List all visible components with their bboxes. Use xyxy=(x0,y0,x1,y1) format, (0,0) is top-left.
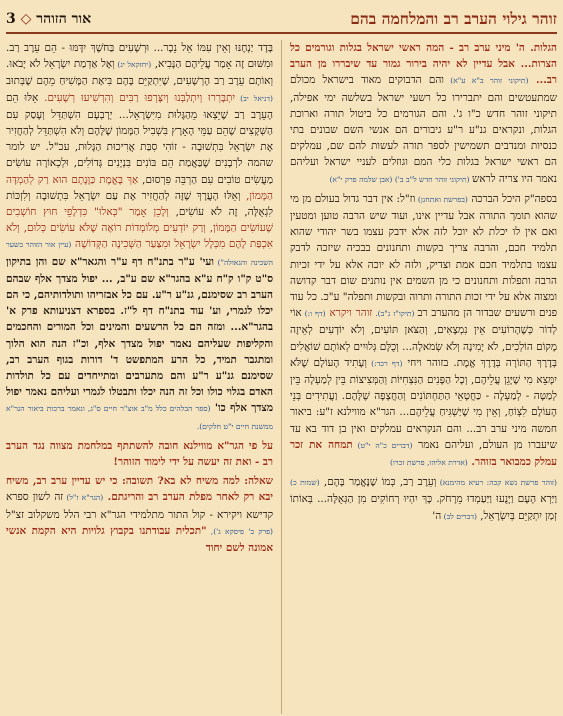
right-column xyxy=(290,40,557,714)
column-divider xyxy=(281,40,282,714)
text-segment: וְרַק יוֹדְעִים מְלוֹמְדוֹת רוֹאֶה שֶׁלֹּא עוֹשִׂים כְּלוּם, וְלֹא אִכְפַּת לָהֶם מִכְּלָל יִשְׂרָאֵל וּמִצַּעַר הַשְּׁכִינָה הַקְּדוֹשָׁה xyxy=(6,222,274,251)
left-column xyxy=(6,40,273,714)
text-columns xyxy=(6,40,557,714)
paragraph xyxy=(6,40,273,435)
paragraph xyxy=(290,40,557,188)
paragraph xyxy=(290,474,557,525)
source-reference: (אבן שלמה פרק י"א) xyxy=(329,174,393,184)
text-segment: תמחה את זכר עמלק כמבואר בזוהר. xyxy=(290,438,557,469)
source-reference: (יחזקאל יג) xyxy=(114,60,152,70)
text-segment: יִתְבָּרְרוּ וְיִתְלַבְּנוּ וְיִצָּרְפוּ רַבִּים וְהִרְשִׁיעוּ רְשָׁעִים. xyxy=(38,91,236,104)
text-segment: ה' xyxy=(432,509,442,522)
text-segment: יש לומר שהמה לֹרְבָנִים שֶׁבַּאֲמַת הֵם בּוֹנִים בִּנְיָנִים גְּדוֹלִים, וּלְכְאוֹרָה עוֹשִׂים מַעֲשִׂים טוֹבִים עִם הַרְבֵּה פִּרְסוּם, xyxy=(6,141,274,186)
paragraph xyxy=(290,191,557,471)
source-reference: (דף רכד:) xyxy=(366,358,403,368)
source-reference: (דברים לב) xyxy=(441,511,477,521)
source-reference: (פרק ב' פיסקא ג'), xyxy=(206,526,274,536)
text-segment: וְאֵלּוּ הָעֲרָךְ שֶׁזֶּה לְהַחֲזִיר אֶת עַם יִשְׂרָאֵל בִּתְשׁוּבָה וְלִזְכּוֹת לִגְאֻלָּה, זֶה לֹא עוֹשִׂים, xyxy=(6,189,274,219)
text-segment: אַךְ בֶּאֱמֶת כַּוָּנָתָם הוּא רַק לְהַמְדָּה הַמָּמוֹן, xyxy=(6,173,273,202)
text-segment: הגלות. ה' מיני ערב רב - המה ראשי ישראל בגלות וגורמים כל הצרות... אבל עדיין לא יהיה בירור גמור עד שיבררו מן הערב רב... xyxy=(290,42,557,87)
text-segment: בָּדָד יַנְחֶנּוּ וְאֵין עִמּוֹ אֵל נֵכָר... וּרְשָׁעִים בַּחֹשֶׁךְ יִדָּמּוּ - הֵם עֵרֶב רַב. וּמִשּׁוּם זֶה אָמַר עֲלֵיהֶם הַנָּבִיא, xyxy=(6,42,274,71)
text-segment: אוֹי לְדוֹר כְּשֶׁהָרוֹעִים אֵין נִמְצָאִים, וְהַצֹּאן תּוֹעִים, וְלֹא יוֹדְעִים לְאֵיזֶה מָקוֹם הוֹלְכִים, לֹא יָמִינָה וְלֹא שְׂמֹאלָה... וְכֻלָּם גְּלוּיִים לְאוֹתָם שׁוֹאֲלִים בְּדֶרֶךְ הַתּוֹרָה בְּדֶרֶךְ אֱמֶת. בזוהר ויחי xyxy=(290,307,557,369)
page-header xyxy=(6,6,557,34)
source-reference: (תיקוני זוהר ב"א ע"א) xyxy=(443,76,529,86)
text-segment: וְעָתִיד הָעוֹלָם שֶׁלֹּא יִמָּצֵא מִי שֶׁיָּגֵן עֲלֵיהֶם, וְכָל הַפָּנִים הַנִּצְחִיּוֹת וְהַמְּצִיצוֹת בֵּין לְמַעְלָה בֵּין לְמַטָּה - לְמַעְלָה - כַּחֲטָאֵי הַתַּחְתּוֹנִים וְהַחֲצָפָה שֶׁלָּהֶם. וַעֲתִידִים בְּנֵי הָעוֹלָם לִצְוֹחַ, וְאֵין מִי שֶׁיַּשְׁגִּיחַ עֲלֵיהֶם... הגר"א מווילנא ז"ע: ביאור חמשה מיני ערב רב... והם הנקראים עמלקים ואין בן דוד בא עד שיעברו מן העולם, ועליהם נאמר xyxy=(290,356,557,451)
source-reference: (עיין אור הזוהר בשער השכינה והגאולה") xyxy=(6,240,274,267)
source-reference: (בפרשת ואתחנן) xyxy=(415,194,468,204)
diamond-icon: ◇ xyxy=(20,10,32,27)
source-reference: (תיקוני זוהר חדש ל"ב ב') xyxy=(392,174,473,184)
text-segment: וְלָכֵן אָמַר "כְּאלוּ" כִּדְלָפֵי חוּץ חוֹשְׁבִים שֶׁעוֹשִׂים הַמָּמוֹן, xyxy=(6,206,273,235)
source-reference: (דברים כ"ה י"ט) xyxy=(352,440,413,450)
page-title: זוהר גילוי הערב רב והמלחמה בהם xyxy=(350,9,557,28)
source-reference: (דף ו:) xyxy=(301,309,326,319)
paragraph xyxy=(6,473,273,556)
source-reference: (תיקו"ז נ"ב). xyxy=(372,309,418,319)
source-reference: (דניאל יב) xyxy=(235,93,273,103)
text-segment: אֵלּוּ הֵם הָעֵרֶב רַב שֶׁיֵּצְאוּ מֵהַגָּלוּת מִיִּשְׂרָאֵל... יְרָבְעָם הִשְׁתַּדֵּל וְעָסַק עִם הַשְּׁקָצִים שֶׁהֵם עַמֵּי הָאָרֶץ בִּשְׁבִיל הַמָּמוֹן שֶׁלָּהֶם וְלֹא הִשְׁתַּדֵּל לְהַחֲזִיר אֶת יִשְׂרָאֵל בִּתְשׁוּבָה - זוֹהִי סִבַּת אֲרִיכוּת הַגָּלוּת, עכ"ל. xyxy=(6,91,274,154)
text-segment: זוהר ויקרא xyxy=(325,307,373,320)
text-segment: וְעֵרֶב רַב, כְּמוֹ שֶׁנֶּאֱמַר בָּהֶם, xyxy=(319,476,437,489)
running-header xyxy=(6,11,91,28)
paragraph xyxy=(6,438,273,470)
text-segment: וְאֶל אַדְמַת יִשְׂרָאֵל לֹא יָבֹאוּ. וְאוֹתָם עֵרֶב רַב הָרְשָׁעִים, שֶׁיִּתְקַיֵּם בָּהֶם בִּיאַת הַמָּשִׁיחַ מֵהֶם שֶׁבְּתוּב xyxy=(6,58,274,88)
text-segment: וַיַּרְא הָעָם וַיָּנֻעוּ וַיַּעַמְדוּ מֵרָחֹק. כָּךְ יִהְיוּ רְחוֹקִים מִן הַגְּאֻלָּה... בְּאוֹתוֹ זְמַן יִתְקַיֵּם בְּיִשְׂרָאֵל, xyxy=(290,493,557,522)
text-segment: "תכלית עבודתנו בקבוץ גלויות היא הקמת אנשי אמונה לשם יחוד xyxy=(6,524,274,555)
source-reference: (שמות כ) xyxy=(290,478,320,488)
text-segment: והם הדבוקים מאוד בישראל מכולם שמתעטשים והם יתברירו כל רשעי ישראל בשלשה ימי אפילה, תיקוני זוהר חדש כ"ו ג'. והם הגורמים כל ביטול תורה וארוכת הגלות, ונקראים גנ"ע ר"ע גיבורים הם אנשי השם שבונים בתי כנסיות ומנדבים תשמישין לספר תורה לעשות להם שם, עמלקים הם ראשי ישראל בגלות כלי המם וגוזלים לעניי ישראל ועליהם נאמר היו צריה לראש xyxy=(290,74,557,185)
text-segment: ועי' ע"ר בתנ"ח דף ע"ר והגאר"א שם והן בתיקון ס"ט ק"ו ק"ח ע"א בהגר"א שם ע"ב, ... יפול מצדך אלף שבהם הערב רב שסימנם, גנ"ע ר"ע. עם כל אבזריהו ותולדותיהם, כי הם יכלו לגמרי, וע' עוד בתנ"ח דף ל"ז. בספרא דצניעותא פרק א' בהגר"א... ומזה הם כל הרשעים והמינים וכל המורים והחכמים והקליפות שעליהם נאמר יפול מצדך אלף, וכ"ז הנה הוא הלוך ומתגבר תמיד, כל הרע המתפשט ד' דורות בגוף הערב רב, שסימנם גנ"ע ר"ע והם מתערבים ומתייחדים עם כל תולדות האדם בגלוי כולו וכל זה הנה יכלו ותבטלו לגמרי ועליהם נאמר יפול מצדך אלף כו' xyxy=(6,255,274,415)
text-segment: שאלה: למה משיח לא בא? תשובה: כי יש עדיין ערב רב, משיח יבא רק לאחר מפלת הערב רב והריגתם. xyxy=(6,475,274,504)
text-segment: זה לשון ספרא קדישא ויקירא - קול התור מתלמידי הגר"א רבי הלל משקלוב זצ"ל xyxy=(6,491,274,521)
book-title: אור הזוהר xyxy=(36,10,92,27)
source-reference: (הגר"א ז"ל) xyxy=(63,493,104,503)
source-reference: (אדרת אליהו, פרשת זכרו) xyxy=(389,458,468,468)
source-reference: (ספר הבלהים כלל מ"ב אוצ"ר חיים ס"ג, ונאמר ברכות ביאור הגר"א ממשנת חיים י"ט חלקים). xyxy=(6,404,274,431)
page-number: 3 xyxy=(6,10,16,27)
source-reference: (זוהר פרשת נשא קכה: רעיא מהימנא) xyxy=(436,478,557,488)
text-segment: על פי הגר"א מווילנא חובה להשתתף במלחמת מצווה נגד הערב רב - ואת זה יעשה על ידי לימוד הזוהר! xyxy=(6,439,274,469)
text-segment: בספה"ק היכל הברכה xyxy=(467,192,557,205)
text-segment: וז"ל: אין דבר גדול בעולם מן מי שהוא תומך התורה אבל עדיין אינו, ועוד שיש הרבה טוען ומטעין ואם אין לו יכלת לא יוכל לזה אלא ידבק עצמו בשר יהודי שהוא תלמיד חכם, והרבה צריך בקשות ותחנונים בבכיה שיזכה לדבק עצמו בתלמיד חכם אמת וצדיק, ולזה לא יוכה אלא על ידי זכיות הרבה ותפלות ותחנונים כי מן השמים אין נותנים שום דבר קדושה ומצוה אלא על ידי זכות התורה ותרוה ובקשות ותפלה" ע"כ. כל עוד פנים ורשעים שבדור הן מהערב רב xyxy=(290,192,557,320)
